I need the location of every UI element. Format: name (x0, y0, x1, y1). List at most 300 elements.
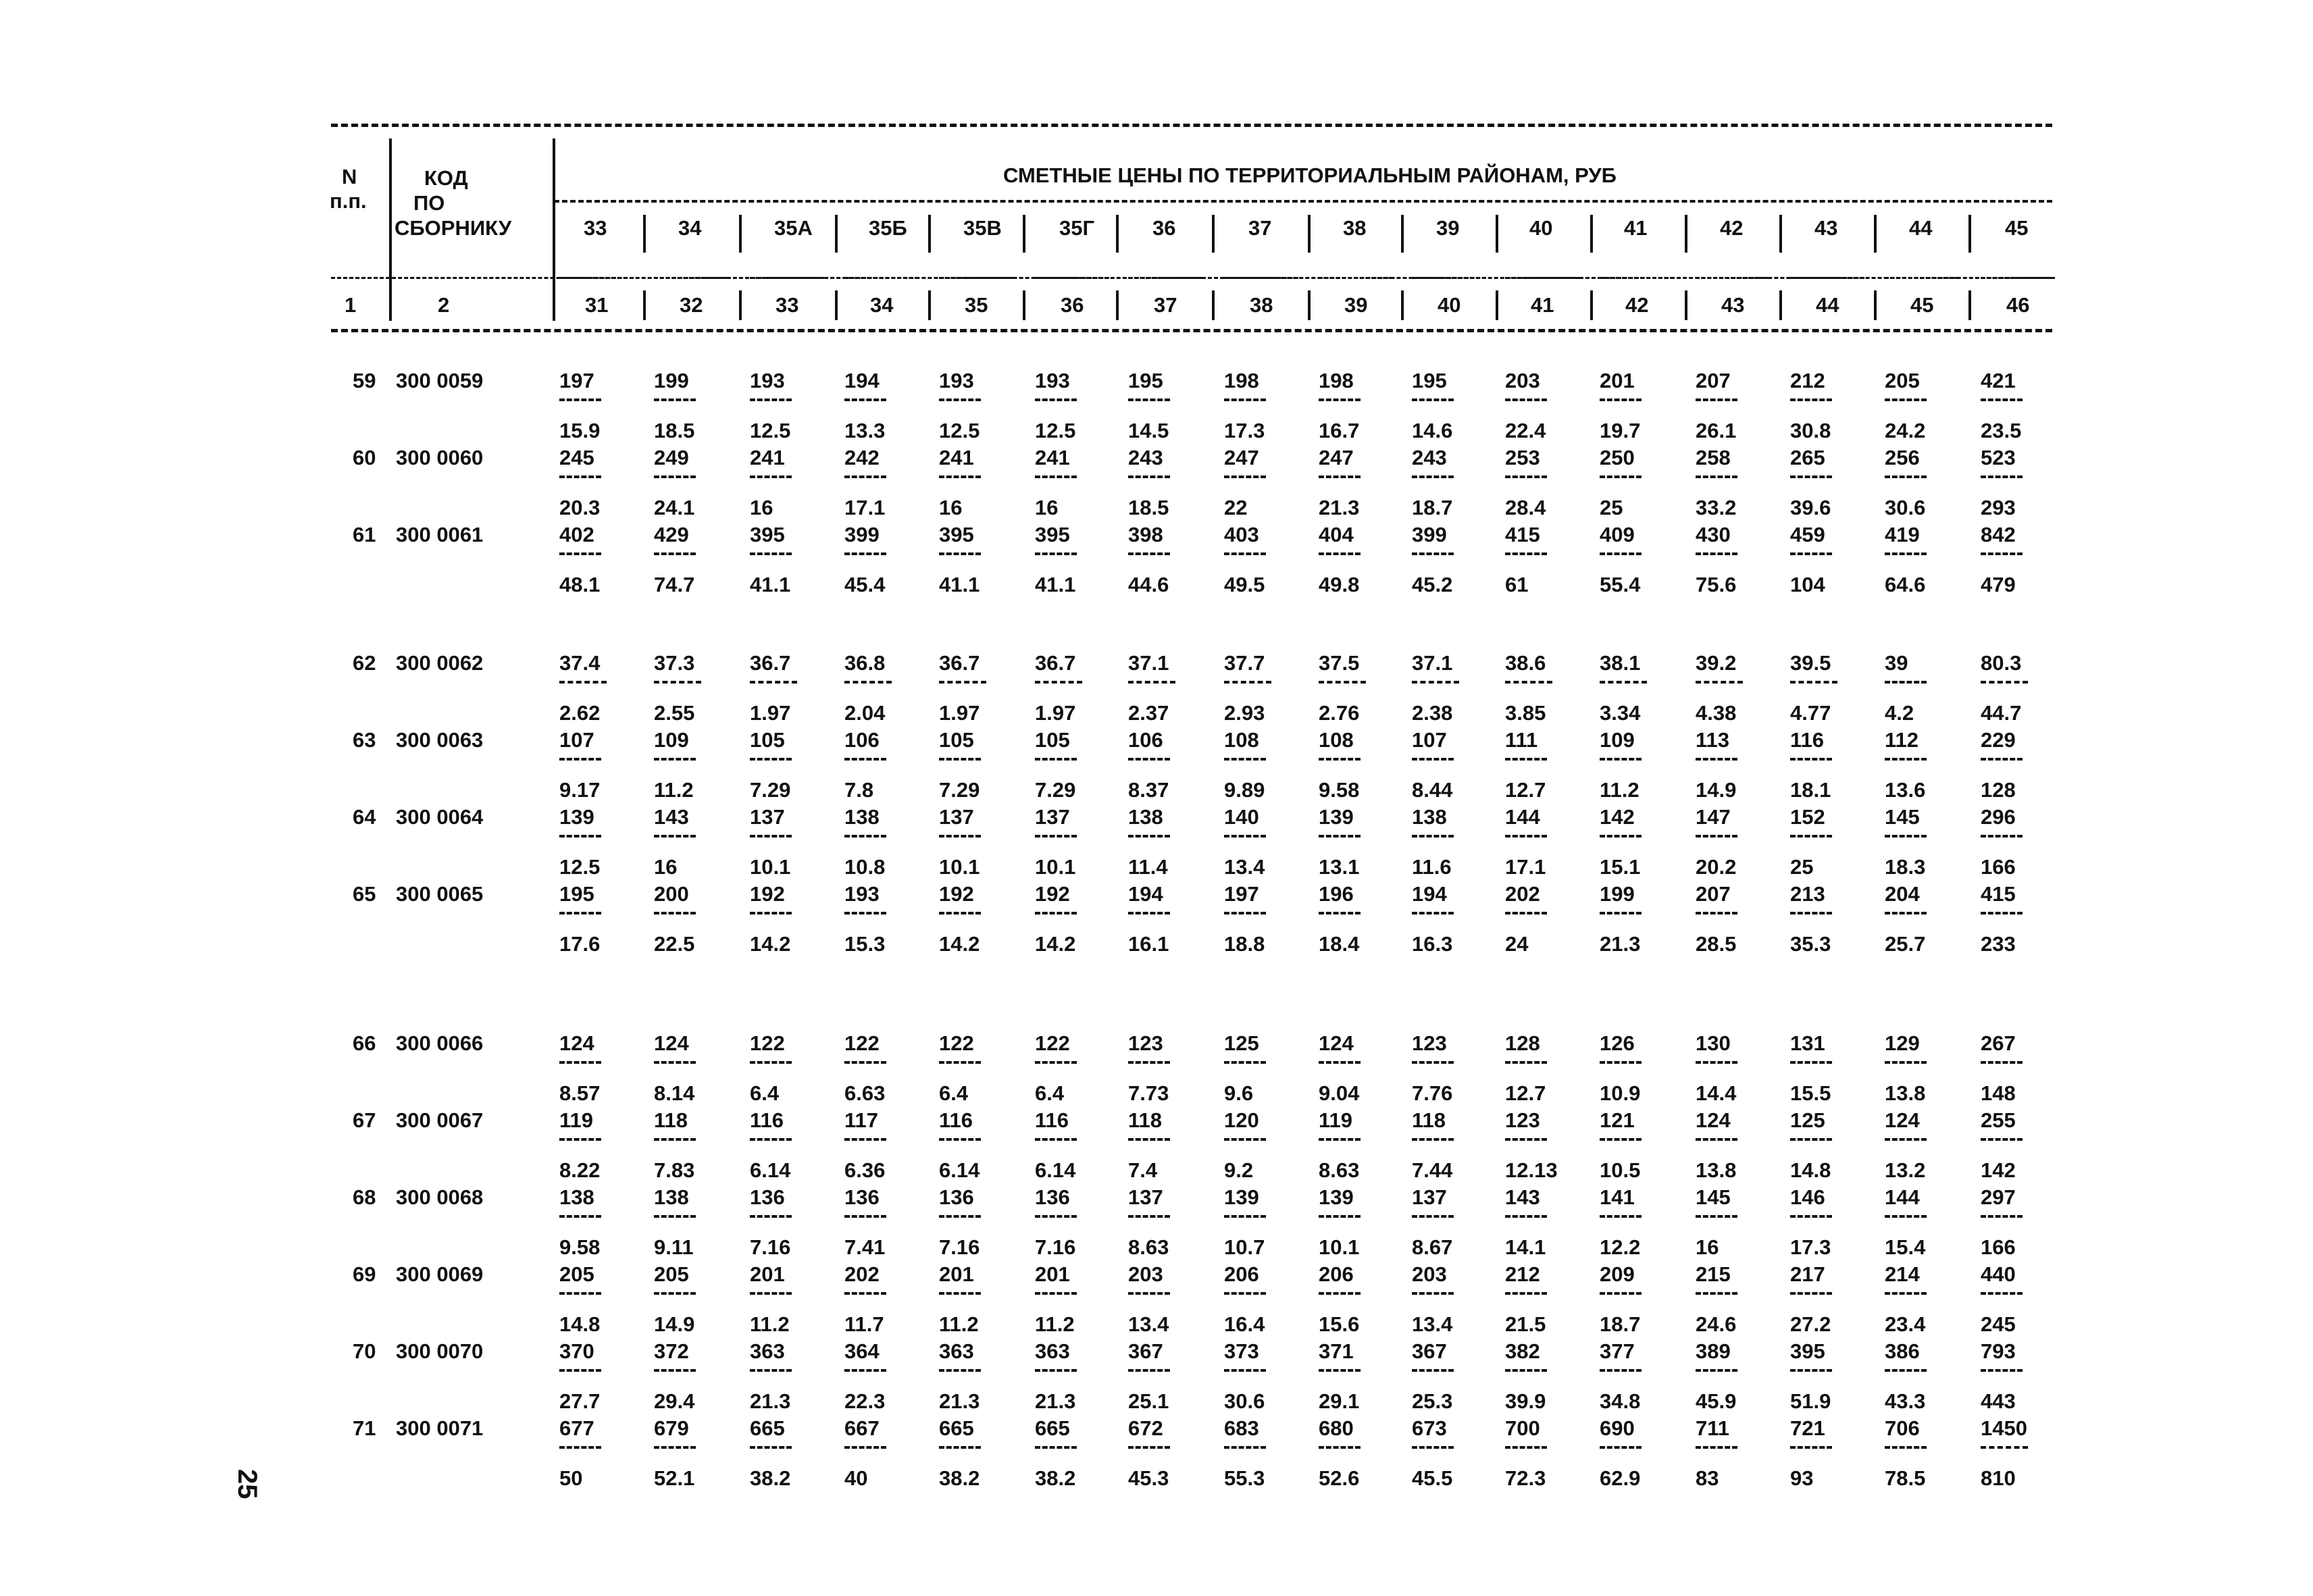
fraction-bar (1600, 1061, 1642, 1064)
row-code: 300 0062 (396, 651, 484, 675)
region-label: 35Г (1059, 216, 1095, 240)
price-numerator: 363 (1035, 1339, 1070, 1363)
price-numerator: 395 (939, 523, 974, 546)
price-denominator: 27.7 (559, 1389, 601, 1413)
price-denominator: 16 (1035, 496, 1059, 519)
fraction-bar (1319, 1292, 1361, 1295)
price-denominator: 23.4 (1885, 1312, 1926, 1336)
price-numerator: 793 (1981, 1339, 2016, 1363)
price-denominator: 21.5 (1505, 1312, 1546, 1336)
header-cell-rule (1128, 277, 1202, 279)
fraction-bar (1600, 1292, 1642, 1295)
price-denominator: 16 (1696, 1235, 1719, 1259)
price-numerator: 123 (1412, 1031, 1447, 1055)
price-denominator: 10.1 (750, 855, 791, 879)
price-numerator: 241 (1035, 446, 1070, 469)
price-numerator: 108 (1224, 728, 1259, 752)
price-numerator: 242 (844, 446, 880, 469)
price-denominator: 7.16 (750, 1235, 791, 1259)
price-denominator: 17.3 (1790, 1235, 1831, 1259)
price-denominator: 12.5 (1035, 419, 1076, 442)
row-number: 64 (353, 805, 376, 829)
price-numerator: 106 (1128, 728, 1163, 752)
price-numerator: 440 (1981, 1262, 2016, 1286)
price-denominator: 22.5 (654, 932, 695, 956)
price-numerator: 131 (1790, 1031, 1825, 1055)
price-denominator: 24.6 (1696, 1312, 1737, 1336)
price-denominator: 9.89 (1224, 778, 1265, 802)
fraction-bar (654, 1138, 696, 1141)
price-denominator: 13.6 (1885, 778, 1926, 802)
price-denominator: 9.11 (654, 1235, 694, 1259)
row-code: 300 0059 (396, 369, 484, 392)
fraction-bar (1885, 758, 1927, 761)
header-cell-rule (1035, 277, 1109, 279)
fraction-bar (559, 1446, 601, 1449)
fraction-bar (939, 1369, 981, 1372)
price-denominator: 7.73 (1128, 1081, 1169, 1105)
price-numerator: 36.7 (939, 651, 980, 675)
fraction-bar (1412, 552, 1454, 555)
price-denominator: 43.3 (1885, 1389, 1926, 1413)
price-denominator: 62.9 (1600, 1466, 1641, 1490)
price-numerator: 672 (1128, 1416, 1163, 1440)
row-code: 300 0071 (396, 1416, 484, 1440)
price-denominator: 35.3 (1790, 932, 1831, 956)
fraction-bar (844, 398, 886, 401)
price-numerator: 690 (1600, 1416, 1635, 1440)
fraction-bar (1224, 1369, 1266, 1372)
price-denominator: 7.76 (1412, 1081, 1453, 1105)
column-divider (1308, 290, 1311, 320)
column-number: 43 (1721, 293, 1745, 317)
price-denominator: 104 (1790, 573, 1825, 596)
fraction-bar (750, 1446, 792, 1449)
fraction-bar (750, 552, 792, 555)
column-divider (1496, 215, 1498, 253)
price-numerator: 36.8 (844, 651, 886, 675)
price-denominator: 61 (1505, 573, 1529, 596)
price-numerator: 1450 (1981, 1416, 2027, 1440)
price-numerator: 706 (1885, 1416, 1920, 1440)
fraction-bar (750, 1292, 792, 1295)
price-numerator: 255 (1981, 1108, 2016, 1132)
fraction-bar (1128, 1138, 1170, 1141)
price-denominator: 6.14 (750, 1158, 791, 1182)
price-numerator: 297 (1981, 1185, 2016, 1209)
fraction-bar (939, 1215, 981, 1218)
price-numerator: 198 (1319, 369, 1354, 392)
fraction-bar (1035, 475, 1077, 478)
price-numerator: 395 (1790, 1339, 1825, 1363)
fraction-bar (1224, 1215, 1266, 1218)
column-divider (739, 215, 742, 253)
row-number: 62 (353, 651, 376, 675)
fraction-bar (559, 835, 601, 838)
price-denominator: 39.6 (1790, 496, 1831, 519)
fraction-bar (1224, 835, 1266, 838)
price-denominator: 2.38 (1412, 701, 1453, 725)
price-denominator: 148 (1981, 1081, 2016, 1105)
fraction-bar (1128, 1446, 1170, 1449)
price-numerator: 398 (1128, 523, 1163, 546)
header-cell-rule (1790, 277, 1864, 279)
fraction-bar (939, 835, 981, 838)
price-denominator: 13.2 (1885, 1158, 1926, 1182)
price-denominator: 16.7 (1319, 419, 1360, 442)
region-label: 35А (774, 216, 813, 240)
price-denominator: 14.8 (559, 1312, 601, 1336)
fraction-bar (1505, 1369, 1547, 1372)
fraction-bar (939, 1061, 981, 1064)
price-denominator: 12.7 (1505, 778, 1546, 802)
price-denominator: 11.2 (750, 1312, 790, 1336)
fraction-bar (559, 912, 601, 915)
row-code: 300 0070 (396, 1339, 484, 1363)
price-denominator: 14.9 (654, 1312, 695, 1336)
fraction-bar (1981, 475, 2023, 478)
fraction-bar (1224, 1061, 1266, 1064)
price-denominator: 51.9 (1790, 1389, 1831, 1413)
price-denominator: 13.4 (1224, 855, 1265, 879)
fraction-bar (654, 1215, 696, 1218)
price-denominator: 1.97 (750, 701, 791, 725)
price-numerator: 119 (559, 1108, 594, 1132)
price-denominator: 7.44 (1412, 1158, 1453, 1182)
fraction-bar (1505, 1061, 1547, 1064)
price-numerator: 202 (1505, 882, 1540, 906)
fraction-bar (1790, 835, 1832, 838)
price-numerator: 36.7 (1035, 651, 1076, 675)
price-denominator: 7.41 (844, 1235, 886, 1259)
row-code: 300 0069 (396, 1262, 484, 1286)
price-numerator: 367 (1412, 1339, 1447, 1363)
price-denominator: 45.5 (1412, 1466, 1453, 1490)
fraction-bar (1412, 758, 1454, 761)
fraction-bar (1128, 1061, 1170, 1064)
price-numerator: 192 (750, 882, 785, 906)
header-title: СМЕТНЫЕ ЦЕНЫ ПО ТЕРРИТОРИАЛЬНЫМ РАЙОНАМ, РУБ (1003, 163, 1617, 187)
price-numerator: 124 (1885, 1108, 1920, 1132)
price-denominator: 38.2 (750, 1466, 791, 1490)
fraction-bar (1696, 475, 1737, 478)
price-numerator: 39 (1885, 651, 1908, 675)
price-numerator: 137 (1412, 1185, 1447, 1209)
price-numerator: 194 (1412, 882, 1447, 906)
price-numerator: 667 (844, 1416, 880, 1440)
price-denominator: 10.1 (939, 855, 980, 879)
fraction-bar (559, 758, 601, 761)
price-numerator: 245 (559, 446, 594, 469)
fraction-bar (1319, 398, 1361, 401)
price-numerator: 198 (1224, 369, 1259, 392)
fraction-bar (1412, 1215, 1454, 1218)
price-denominator: 44.6 (1128, 573, 1169, 596)
fraction-bar (1319, 475, 1361, 478)
price-numerator: 195 (559, 882, 594, 906)
price-denominator: 12.7 (1505, 1081, 1546, 1105)
price-numerator: 118 (1412, 1108, 1446, 1132)
fraction-bar (1224, 475, 1266, 478)
price-numerator: 145 (1696, 1185, 1731, 1209)
price-numerator: 122 (939, 1031, 974, 1055)
fraction-bar (1505, 1138, 1547, 1141)
fraction-bar (1035, 681, 1082, 684)
column-divider (1023, 290, 1025, 320)
price-denominator: 4.2 (1885, 701, 1914, 725)
price-denominator: 9.6 (1224, 1081, 1254, 1105)
price-numerator: 37.4 (559, 651, 601, 675)
column-number: 35 (965, 293, 988, 317)
row-number: 61 (353, 523, 376, 546)
fraction-bar (1035, 1446, 1077, 1449)
price-denominator: 15.6 (1319, 1312, 1360, 1336)
price-denominator: 8.37 (1128, 778, 1169, 802)
fraction-bar (1319, 552, 1361, 555)
fraction-bar (1035, 835, 1077, 838)
price-numerator: 139 (1319, 805, 1354, 829)
price-denominator: 10.8 (844, 855, 886, 879)
column-divider (1023, 215, 1025, 253)
price-numerator: 363 (939, 1339, 974, 1363)
fraction-bar (1505, 758, 1547, 761)
price-denominator: 6.4 (1035, 1081, 1065, 1105)
price-denominator: 28.4 (1505, 496, 1546, 519)
price-denominator: 9.04 (1319, 1081, 1360, 1105)
header-cell-rule (844, 277, 919, 279)
region-label: 43 (1814, 216, 1838, 240)
price-numerator: 197 (559, 369, 594, 392)
fraction-bar (1790, 475, 1832, 478)
price-numerator: 430 (1696, 523, 1731, 546)
row-number: 69 (353, 1262, 376, 1286)
price-denominator: 3.34 (1600, 701, 1641, 725)
fraction-bar (1035, 758, 1077, 761)
price-numerator: 212 (1790, 369, 1825, 392)
price-numerator: 139 (559, 805, 594, 829)
price-numerator: 146 (1790, 1185, 1825, 1209)
column-divider (1874, 290, 1877, 320)
fraction-bar (559, 681, 607, 684)
fraction-bar (1505, 1446, 1547, 1449)
price-numerator: 37.3 (654, 651, 695, 675)
price-denominator: 11.2 (654, 778, 694, 802)
header-cell-rule (1600, 277, 1674, 279)
price-denominator: 6.63 (844, 1081, 886, 1105)
price-denominator: 13.4 (1412, 1312, 1453, 1336)
price-numerator: 415 (1981, 882, 2016, 906)
fraction-bar (1696, 1369, 1737, 1372)
price-numerator: 193 (939, 369, 974, 392)
price-denominator: 78.5 (1885, 1466, 1926, 1490)
fraction-bar (1128, 758, 1170, 761)
fraction-bar (750, 1215, 792, 1218)
price-numerator: 122 (1035, 1031, 1070, 1055)
price-denominator: 20.2 (1696, 855, 1737, 879)
fraction-bar (1319, 681, 1366, 684)
price-denominator: 12.5 (750, 419, 791, 442)
price-numerator: 138 (654, 1185, 689, 1209)
fraction-bar (1790, 1369, 1832, 1372)
price-denominator: 15.9 (559, 419, 601, 442)
price-denominator: 27.2 (1790, 1312, 1831, 1336)
fraction-bar (559, 1215, 601, 1218)
header-cell-rule (1224, 277, 1298, 279)
price-numerator: 364 (844, 1339, 880, 1363)
price-numerator: 136 (939, 1185, 974, 1209)
price-denominator: 9.2 (1224, 1158, 1254, 1182)
price-numerator: 147 (1696, 805, 1731, 829)
fraction-bar (844, 1446, 886, 1449)
price-denominator: 11.4 (1128, 855, 1168, 879)
price-numerator: 206 (1224, 1262, 1259, 1286)
price-numerator: 143 (1505, 1185, 1540, 1209)
fraction-bar (844, 1215, 886, 1218)
price-numerator: 213 (1790, 882, 1825, 906)
price-numerator: 138 (559, 1185, 594, 1209)
fraction-bar (1885, 912, 1927, 915)
price-denominator: 18.5 (1128, 496, 1169, 519)
fraction-bar (750, 1138, 792, 1141)
price-numerator: 459 (1790, 523, 1825, 546)
fraction-bar (1224, 1138, 1266, 1141)
fraction-bar (1224, 1446, 1266, 1449)
region-label: 40 (1529, 216, 1553, 240)
fraction-bar (1790, 1215, 1832, 1218)
price-denominator: 30.6 (1224, 1389, 1265, 1413)
price-denominator: 15.1 (1600, 855, 1641, 879)
price-numerator: 144 (1505, 805, 1540, 829)
price-denominator: 14.5 (1128, 419, 1169, 442)
price-numerator: 125 (1790, 1108, 1825, 1132)
price-numerator: 137 (1128, 1185, 1163, 1209)
price-numerator: 207 (1696, 882, 1731, 906)
price-denominator: 7.4 (1128, 1158, 1158, 1182)
fraction-bar (1696, 1138, 1737, 1141)
price-denominator: 24.1 (654, 496, 695, 519)
fraction-bar (1790, 1446, 1832, 1449)
price-numerator: 250 (1600, 446, 1635, 469)
fraction-bar (750, 835, 792, 838)
price-denominator: 6.36 (844, 1158, 886, 1182)
price-numerator: 137 (939, 805, 974, 829)
row-number: 59 (353, 369, 376, 392)
price-numerator: 258 (1696, 446, 1731, 469)
fraction-bar (1600, 552, 1642, 555)
fraction-bar (654, 1061, 696, 1064)
region-label: 44 (1909, 216, 1933, 240)
price-numerator: 195 (1412, 369, 1447, 392)
column-divider (1116, 215, 1119, 253)
header-number-1: 1 (345, 293, 357, 317)
price-numerator: 207 (1696, 369, 1731, 392)
fraction-bar (1505, 475, 1547, 478)
price-numerator: 128 (1505, 1031, 1540, 1055)
price-numerator: 523 (1981, 446, 2016, 469)
fraction-bar (1505, 681, 1552, 684)
price-numerator: 80.3 (1981, 651, 2022, 675)
row-number: 65 (353, 882, 376, 906)
fraction-bar (750, 398, 792, 401)
price-denominator: 14.2 (1035, 932, 1076, 956)
price-numerator: 125 (1224, 1031, 1259, 1055)
price-denominator: 18.4 (1319, 932, 1360, 956)
price-numerator: 409 (1600, 523, 1635, 546)
price-numerator: 680 (1319, 1416, 1354, 1440)
price-numerator: 247 (1224, 446, 1259, 469)
fraction-bar (1128, 552, 1170, 555)
price-numerator: 711 (1696, 1416, 1730, 1440)
price-denominator: 41.1 (750, 573, 791, 596)
row-code: 300 0061 (396, 523, 484, 546)
price-denominator: 10.7 (1224, 1235, 1265, 1259)
fraction-bar (750, 681, 797, 684)
fraction-bar (559, 1061, 601, 1064)
fraction-bar (1505, 1215, 1547, 1218)
fraction-bar (1600, 475, 1642, 478)
price-denominator: 29.4 (654, 1389, 695, 1413)
price-numerator: 267 (1981, 1031, 2016, 1055)
fraction-bar (844, 758, 886, 761)
price-denominator: 26.1 (1696, 419, 1737, 442)
price-denominator: 6.4 (750, 1081, 780, 1105)
price-numerator: 37.7 (1224, 651, 1265, 675)
price-numerator: 118 (1128, 1108, 1163, 1132)
price-denominator: 30.8 (1790, 419, 1831, 442)
price-numerator: 199 (1600, 882, 1635, 906)
price-numerator: 205 (654, 1262, 689, 1286)
price-numerator: 403 (1224, 523, 1259, 546)
price-numerator: 721 (1790, 1416, 1825, 1440)
price-denominator: 41.1 (1035, 573, 1076, 596)
fraction-bar (1035, 1292, 1077, 1295)
price-denominator: 18.8 (1224, 932, 1265, 956)
header-cell-rule (1981, 277, 2055, 279)
price-numerator: 214 (1885, 1262, 1920, 1286)
price-denominator: 479 (1981, 573, 2016, 596)
column-divider (1685, 215, 1687, 253)
header-cell-rule (939, 277, 1013, 279)
region-label: 35В (963, 216, 1002, 240)
price-numerator: 108 (1319, 728, 1354, 752)
price-numerator: 205 (559, 1262, 594, 1286)
column-divider (1212, 215, 1215, 253)
fraction-bar (654, 475, 696, 478)
price-denominator: 9.58 (1319, 778, 1360, 802)
price-denominator: 2.76 (1319, 701, 1360, 725)
fraction-bar (1696, 1061, 1737, 1064)
price-denominator: 6.4 (939, 1081, 969, 1105)
price-denominator: 7.8 (844, 778, 874, 802)
fraction-bar (559, 1138, 601, 1141)
price-numerator: 193 (844, 882, 880, 906)
price-numerator: 201 (750, 1262, 785, 1286)
fraction-bar (844, 552, 886, 555)
fraction-bar (844, 1292, 886, 1295)
fraction-bar (1035, 398, 1077, 401)
price-denominator: 142 (1981, 1158, 2016, 1182)
price-numerator: 201 (939, 1262, 974, 1286)
fraction-bar (1412, 835, 1454, 838)
price-denominator: 128 (1981, 778, 2016, 802)
fraction-bar (1600, 912, 1642, 915)
fraction-bar (1224, 398, 1266, 401)
column-divider (643, 290, 646, 320)
fraction-bar (1885, 398, 1927, 401)
fraction-bar (1600, 398, 1642, 401)
fraction-bar (939, 1138, 981, 1141)
price-numerator: 209 (1600, 1262, 1635, 1286)
